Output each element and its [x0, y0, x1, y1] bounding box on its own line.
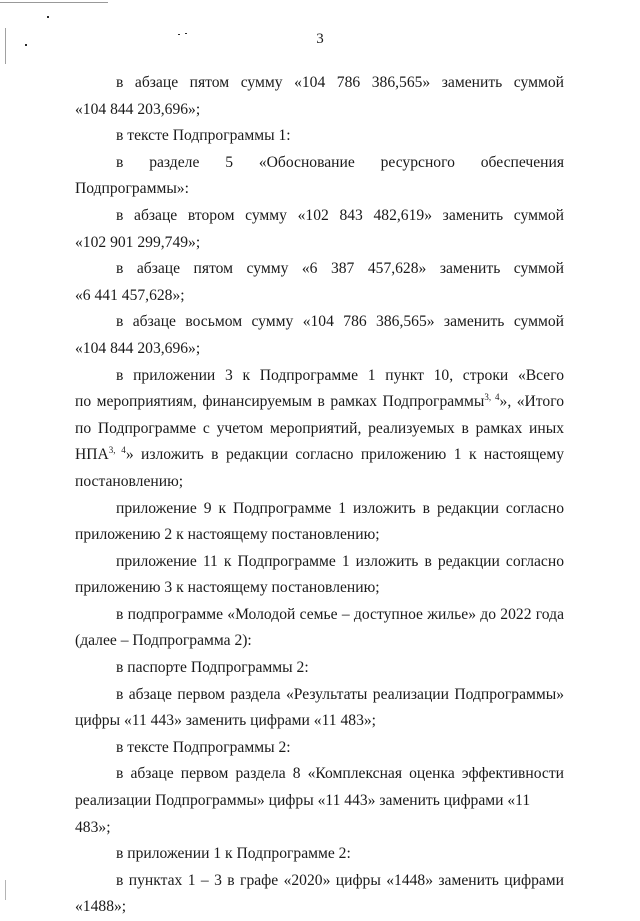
line-text: », «Итого: [499, 393, 565, 411]
paragraph: [75, 256, 564, 309]
paragraph-line: постановлению;: [75, 472, 184, 490]
paragraph-line: цифры «11 443» заменить цифрами «11 483»;: [75, 712, 377, 730]
paragraph: [75, 761, 564, 841]
paragraph: [75, 868, 564, 921]
document-body: [75, 70, 564, 921]
paragraph-line: по Подпрограмме с учетом мероприятий, реализуемых в рамках иных: [75, 419, 564, 437]
scan-artifact-top: [0, 2, 108, 3]
paragraph: [75, 309, 564, 362]
paragraph-line: в абзаце втором сумму «102 843 482,619» заменить суммой: [116, 206, 564, 224]
paragraph-line: в абзаце восьмом сумму «104 786 386,565» заменить суммой: [116, 313, 564, 331]
paragraph-line: «104 844 203,696»;: [75, 339, 201, 357]
paragraph: в разделе 5 «Обоснование ресурсного обеспечения Подпрограммы»:: [75, 153, 564, 198]
paragraph: в тексте Подпрограммы 2:: [116, 738, 291, 756]
paragraph-line: в абзаце пятом сумму «6 387 457,628» заменить суммой: [116, 260, 564, 278]
paragraph-line: в пунктах 1 – 3 в графе «2020» цифры «1448» заменить цифрами: [116, 871, 564, 889]
paragraph-line: в абзаце пятом сумму «104 786 386,565» заменить суммой: [116, 74, 564, 91]
paragraph-line: в абзаце первом раздела «Результаты реализации Подпрограммы»: [116, 685, 564, 703]
paragraph-line: в абзаце первом раздела 8 «Комплексная оценка эффективности: [116, 765, 564, 783]
paragraph: [75, 496, 564, 549]
footnote-ref: 3, 4: [484, 391, 500, 402]
paragraph: [75, 549, 564, 602]
paragraph-line: [75, 442, 564, 469]
paragraph-line: в подпрограмме «Молодой семье – доступное жилье» до 2022 года: [116, 605, 564, 623]
paragraph: [75, 70, 564, 123]
paragraph-line: приложение 9 к Подпрограмме 1 изложить в редакции согласно: [116, 499, 564, 517]
page-number: 3: [316, 31, 324, 47]
paragraph: [75, 363, 564, 496]
line-text: НПА: [75, 446, 109, 464]
line-text: по мероприятиям, финансируемым в рамках Подпрограммы: [75, 393, 485, 411]
paragraph-line: (далее – Подпрограмма 2):: [75, 632, 252, 650]
paragraph-line: приложению 2 к настоящему постановлению;: [75, 526, 380, 544]
paragraph-line: «1488»;: [75, 898, 127, 916]
paragraph-line: реализации Подпрограммы» цифры «11 443» заменить цифрами «11 483»;: [75, 792, 531, 836]
paragraph: в паспорте Подпрограммы 2:: [116, 659, 309, 677]
paragraph-line: «6 441 457,628»;: [75, 286, 185, 304]
paragraph: в тексте Подпрограммы 1:: [116, 127, 291, 145]
paragraph: [75, 682, 564, 735]
paragraph: [75, 602, 564, 655]
footnote-ref: 3, 4: [108, 445, 126, 456]
scan-artifact-left-edge-bottom: [5, 880, 6, 900]
paragraph-line: в приложении 3 к Подпрограмме 1 пункт 10, строки «Всего: [116, 366, 564, 384]
paragraph-line: приложение 11 к Подпрограмме 1 изложить в редакции согласно: [116, 552, 564, 570]
paragraph: [75, 203, 564, 256]
paragraph-line: [75, 389, 564, 416]
paragraph-line: «104 844 203,696»;: [75, 100, 201, 118]
line-text: » изложить в редакции согласно приложению 1 к настоящему: [125, 446, 564, 464]
scan-speck: [47, 16, 49, 18]
paragraph-line: «102 901 299,749»;: [75, 233, 201, 251]
paragraph-line: приложению 3 к настоящему постановлению;: [75, 579, 380, 597]
paragraph: в приложении 1 к Подпрограмме 2:: [116, 845, 351, 863]
